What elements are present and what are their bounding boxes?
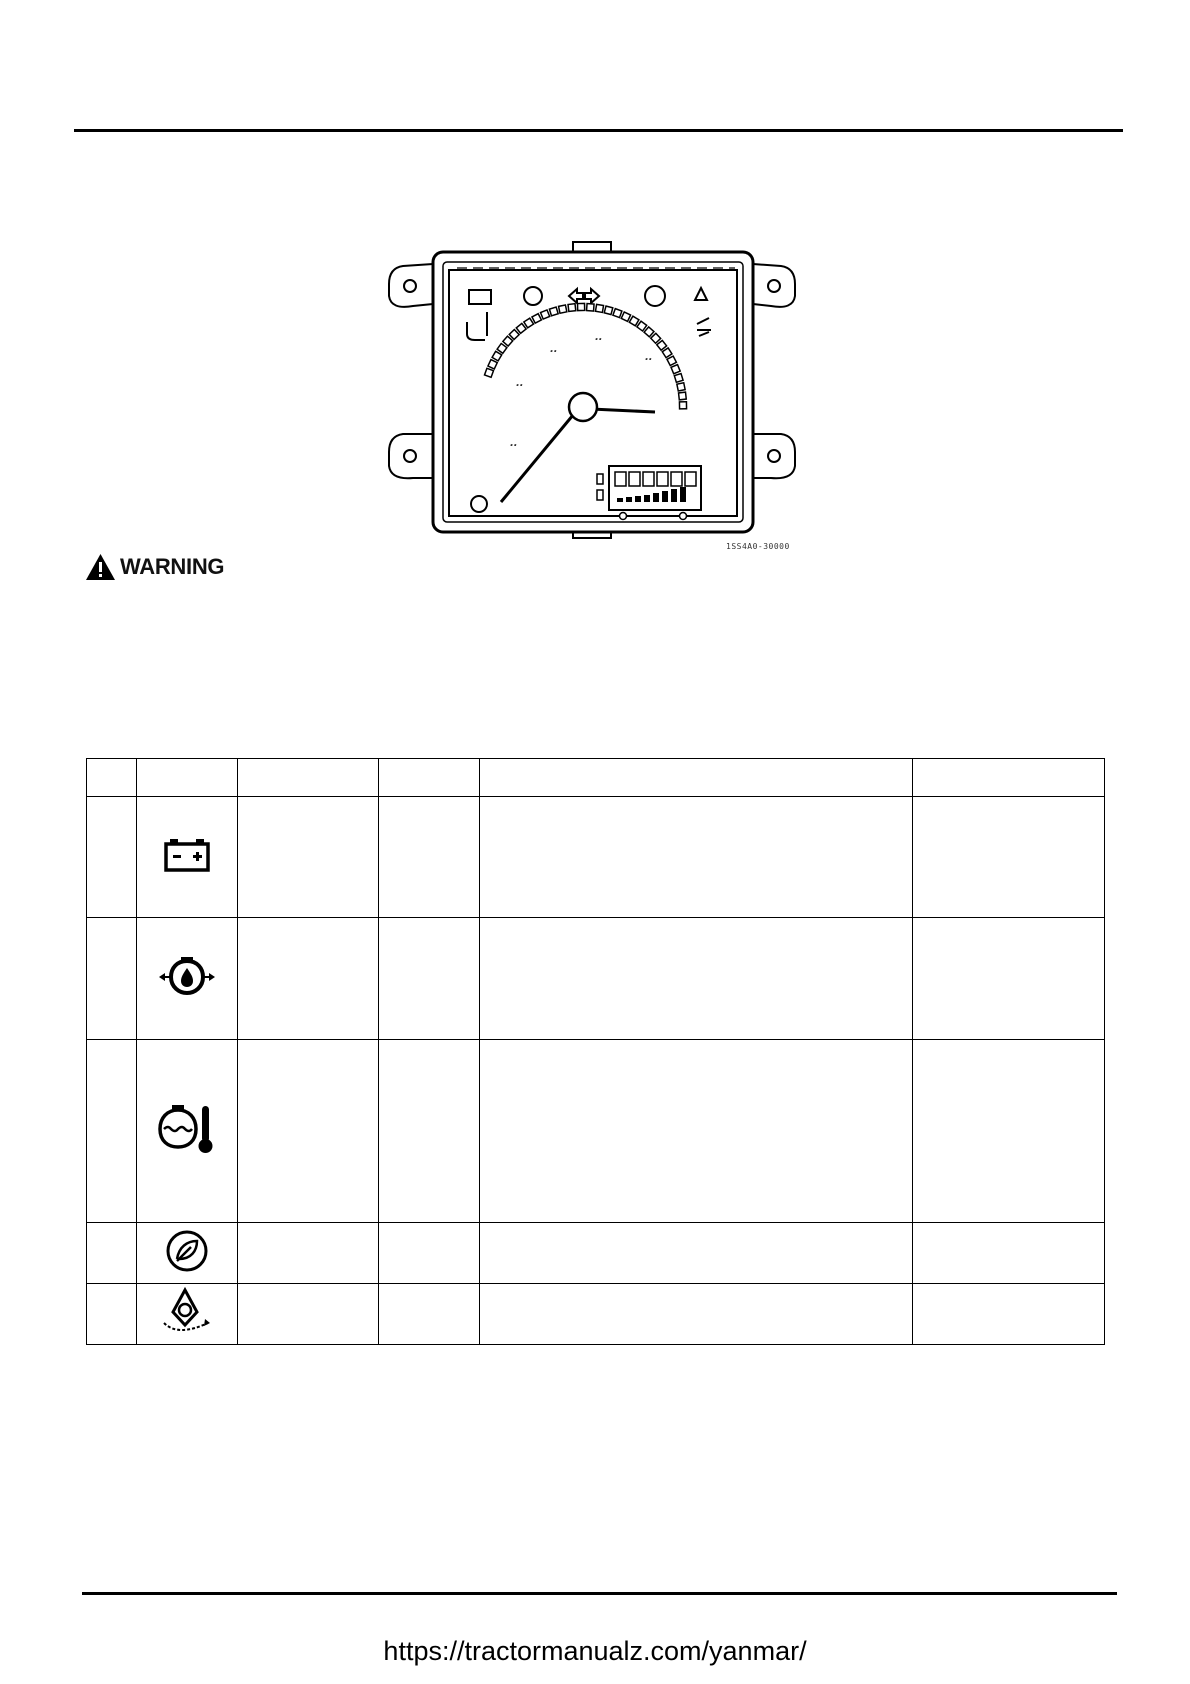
instrument-panel-figure — [383, 234, 803, 554]
header-cell — [480, 759, 913, 797]
table-cell — [238, 1223, 379, 1284]
table-cell — [913, 918, 1105, 1040]
coolant-temperature-icon — [158, 1102, 216, 1156]
table-cell — [913, 1223, 1105, 1284]
table-row — [87, 797, 1105, 918]
dial-tick — [671, 365, 680, 374]
table-cell — [87, 1284, 137, 1345]
table-row — [87, 1223, 1105, 1284]
svg-text:..: .. — [645, 352, 653, 363]
dial-tick — [578, 303, 585, 310]
icon-cell — [137, 1223, 238, 1284]
indicator-table — [86, 758, 1105, 1345]
header-cell — [913, 759, 1105, 797]
table-cell — [480, 1040, 913, 1223]
dial-tick — [613, 309, 622, 318]
warning-label: WARNING — [120, 554, 225, 579]
table-header-row — [87, 759, 1105, 797]
dial-tick — [485, 368, 494, 377]
table-cell — [480, 797, 913, 918]
dial-tick — [549, 307, 558, 316]
dial-tick — [677, 383, 685, 391]
icon-cell — [137, 1040, 238, 1223]
table-cell — [379, 1284, 480, 1345]
svg-text:..: .. — [595, 332, 603, 343]
dial-tick — [559, 305, 567, 313]
preheat-icon — [160, 1287, 214, 1337]
table-cell — [913, 797, 1105, 918]
table-cell — [238, 1284, 379, 1345]
battery-charge-icon — [163, 837, 211, 873]
air-filter-icon — [165, 1229, 209, 1273]
table-cell — [87, 1223, 137, 1284]
table-cell — [379, 797, 480, 918]
table-cell — [238, 918, 379, 1040]
table-cell — [480, 1284, 913, 1345]
table-cell — [913, 1040, 1105, 1223]
table-row — [87, 1040, 1105, 1223]
table-cell — [913, 1284, 1105, 1345]
table-cell — [480, 1223, 913, 1284]
header-cell — [379, 759, 480, 797]
footer-link[interactable]: https://tractormanualz.com/yanmar/ — [383, 1636, 807, 1666]
svg-text:..: .. — [516, 378, 524, 389]
table-cell — [87, 1040, 137, 1223]
icon-cell — [137, 1284, 238, 1345]
warning-triangle-icon — [85, 553, 116, 581]
svg-text:..: .. — [550, 344, 558, 355]
table-cell — [238, 797, 379, 918]
dial-tick — [679, 402, 686, 409]
table-row — [87, 1284, 1105, 1345]
dial-tick — [568, 304, 576, 312]
dial-tick — [541, 310, 550, 319]
dial-tick — [679, 392, 687, 400]
table-cell — [87, 797, 137, 918]
table-cell — [238, 1040, 379, 1223]
table-cell — [379, 918, 480, 1040]
dial-tick — [674, 374, 683, 383]
table-row — [87, 918, 1105, 1040]
table-cell — [480, 918, 913, 1040]
table-cell — [87, 918, 137, 1040]
dial-tick — [604, 306, 613, 315]
top-rule — [74, 129, 1123, 132]
bottom-rule — [82, 1592, 1117, 1595]
figure-code: 1SS4A0-30000 — [726, 542, 790, 551]
header-cell — [137, 759, 238, 797]
icon-cell — [137, 918, 238, 1040]
table-cell — [379, 1223, 480, 1284]
dial-tick — [595, 304, 603, 312]
dial-tick — [587, 304, 594, 311]
icon-cell — [137, 797, 238, 918]
header-cell — [87, 759, 137, 797]
header-cell — [238, 759, 379, 797]
engine-oil-pressure-icon — [157, 956, 217, 996]
table-cell — [379, 1040, 480, 1223]
warning-heading — [85, 553, 224, 581]
svg-text:..: .. — [510, 438, 518, 449]
